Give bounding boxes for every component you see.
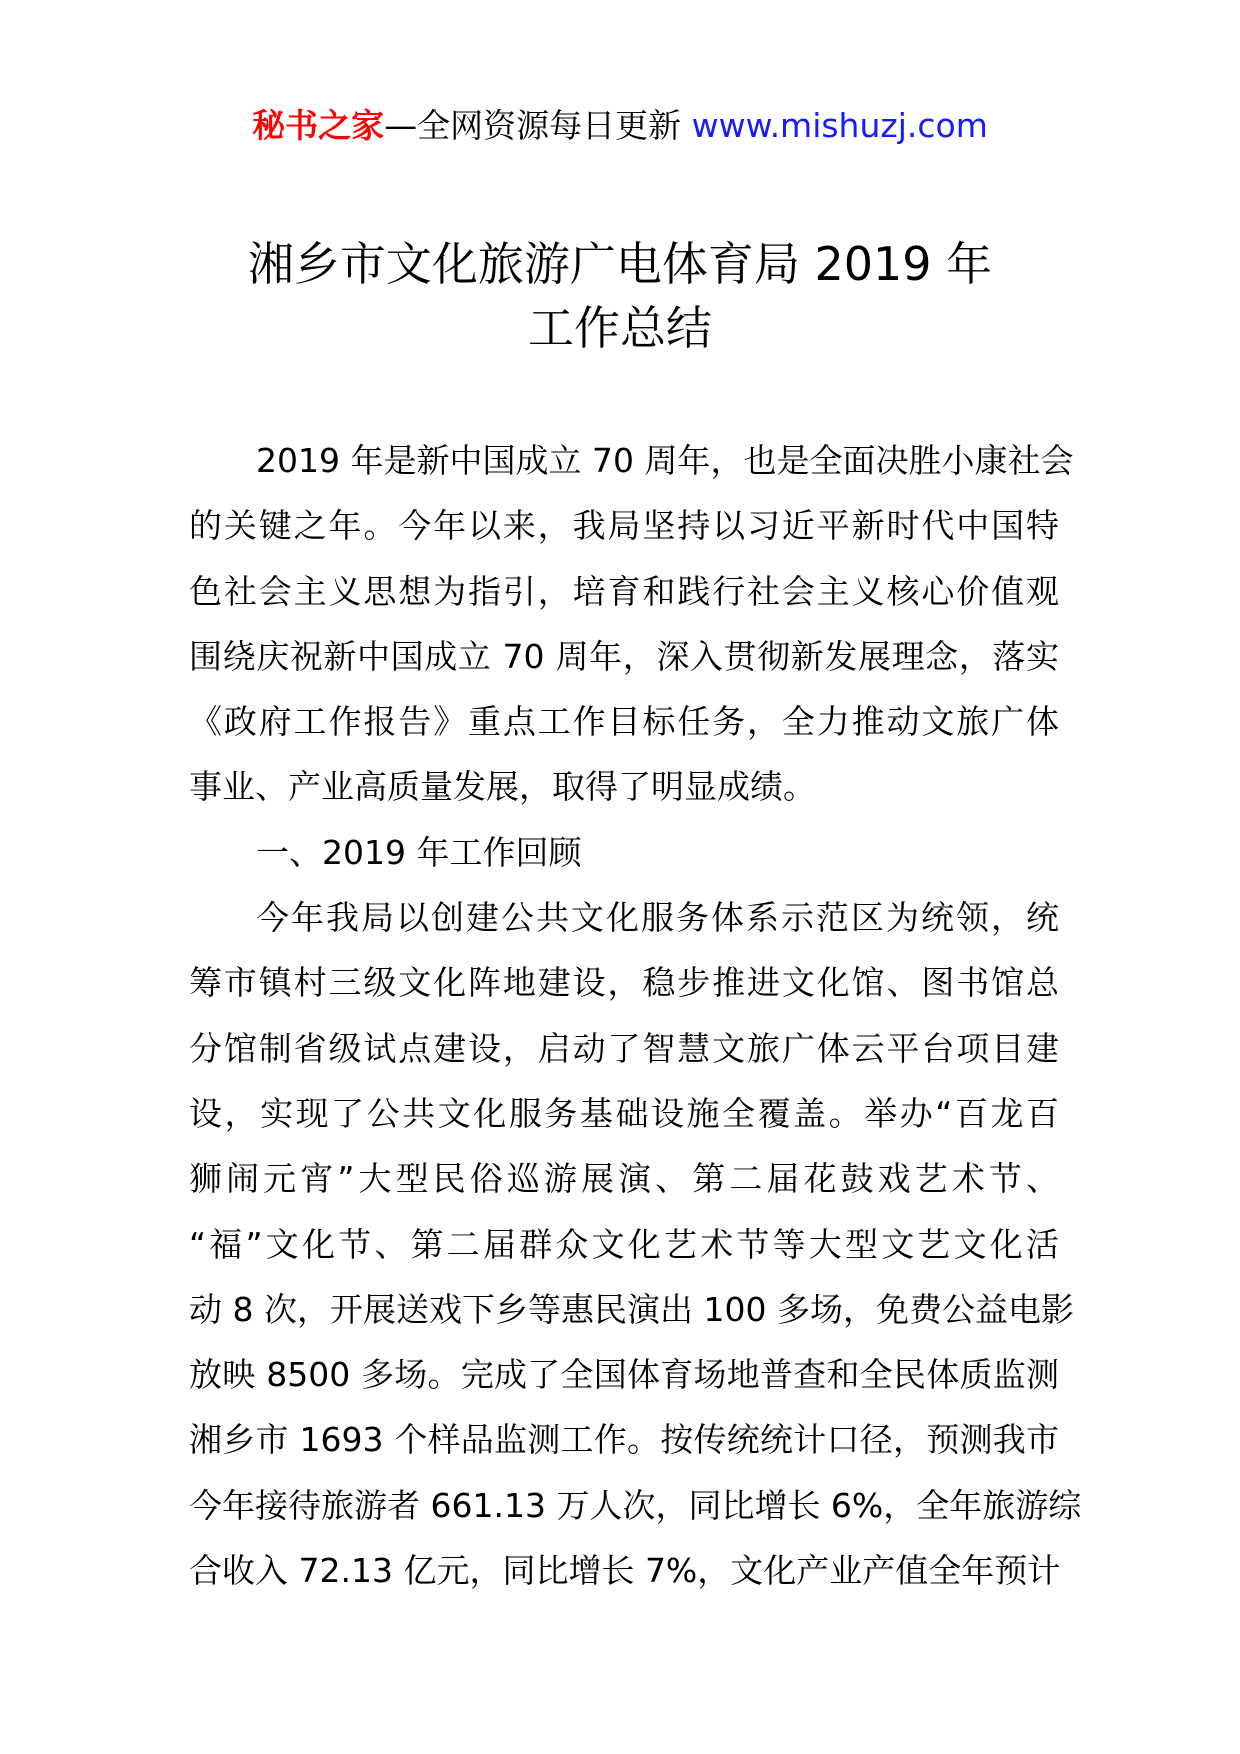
body-line: 分馆制省级试点建设，启动了智慧文旅广体云平台项目建: [189, 1028, 1059, 1068]
site-url-link[interactable]: www.mishuzj.com: [691, 106, 988, 145]
site-banner: [0, 100, 1240, 147]
document-body: [189, 428, 1082, 1603]
body-line: 今年接待旅游者 661.13 万人次，同比增长 6%，全年旅游综: [189, 1485, 1082, 1525]
section-heading: 一、2019 年工作回顾: [256, 832, 582, 872]
body-line: 设，实现了公共文化服务基础设施全覆盖。举办“百龙百: [189, 1093, 1059, 1133]
brand-name: 秘书之家: [252, 106, 385, 145]
body-line: 围绕庆祝新中国成立 70 周年，深入贯彻新发展理念，落实: [189, 636, 1059, 676]
body-line: 动 8 次，开展送戏下乡等惠民演出 100 多场，免费公益电影: [189, 1289, 1074, 1329]
body-line: 《政府工作报告》重点工作目标任务，全力推动文旅广体: [189, 702, 1059, 742]
body-line: “福”文化节、第二届群众文化艺术节等大型文艺文化活: [189, 1224, 1059, 1264]
body-line: 色社会主义思想为指引，培育和践行社会主义核心价值观: [189, 571, 1059, 611]
body-line: 湘乡市 1693 个样品监测工作。按传统统计口径，预测我市: [189, 1420, 1059, 1460]
body-line: 狮闹元宵”大型民俗巡游展演、第二届花鼓戏艺术节、: [189, 1159, 1059, 1199]
body-line: 合收入 72.13 亿元，同比增长 7%，文化产业产值全年预计: [189, 1551, 1061, 1591]
body-line: 今年我局以创建公共文化服务体系示范区为统领，统: [256, 898, 1059, 938]
banner-tagline: —全网资源每日更新: [384, 106, 692, 145]
document-title-line-1: 湘乡市文化旅游广电体育局 2019 年: [247, 237, 993, 291]
document-title-line-2: 工作总结: [528, 301, 712, 355]
body-line: 2019 年是新中国成立 70 周年，也是全面决胜小康社会: [256, 441, 1074, 480]
body-line: 放映 8500 多场。完成了全国体育场地普查和全民体质监测: [189, 1355, 1059, 1395]
body-line: 的关键之年。今年以来，我局坚持以习近平新时代中国特: [189, 506, 1059, 546]
body-line: 事业、产业高质量发展，取得了明显成绩。: [189, 767, 816, 807]
body-line: 筹市镇村三级文化阵地建设，稳步推进文化馆、图书馆总: [189, 963, 1059, 1003]
